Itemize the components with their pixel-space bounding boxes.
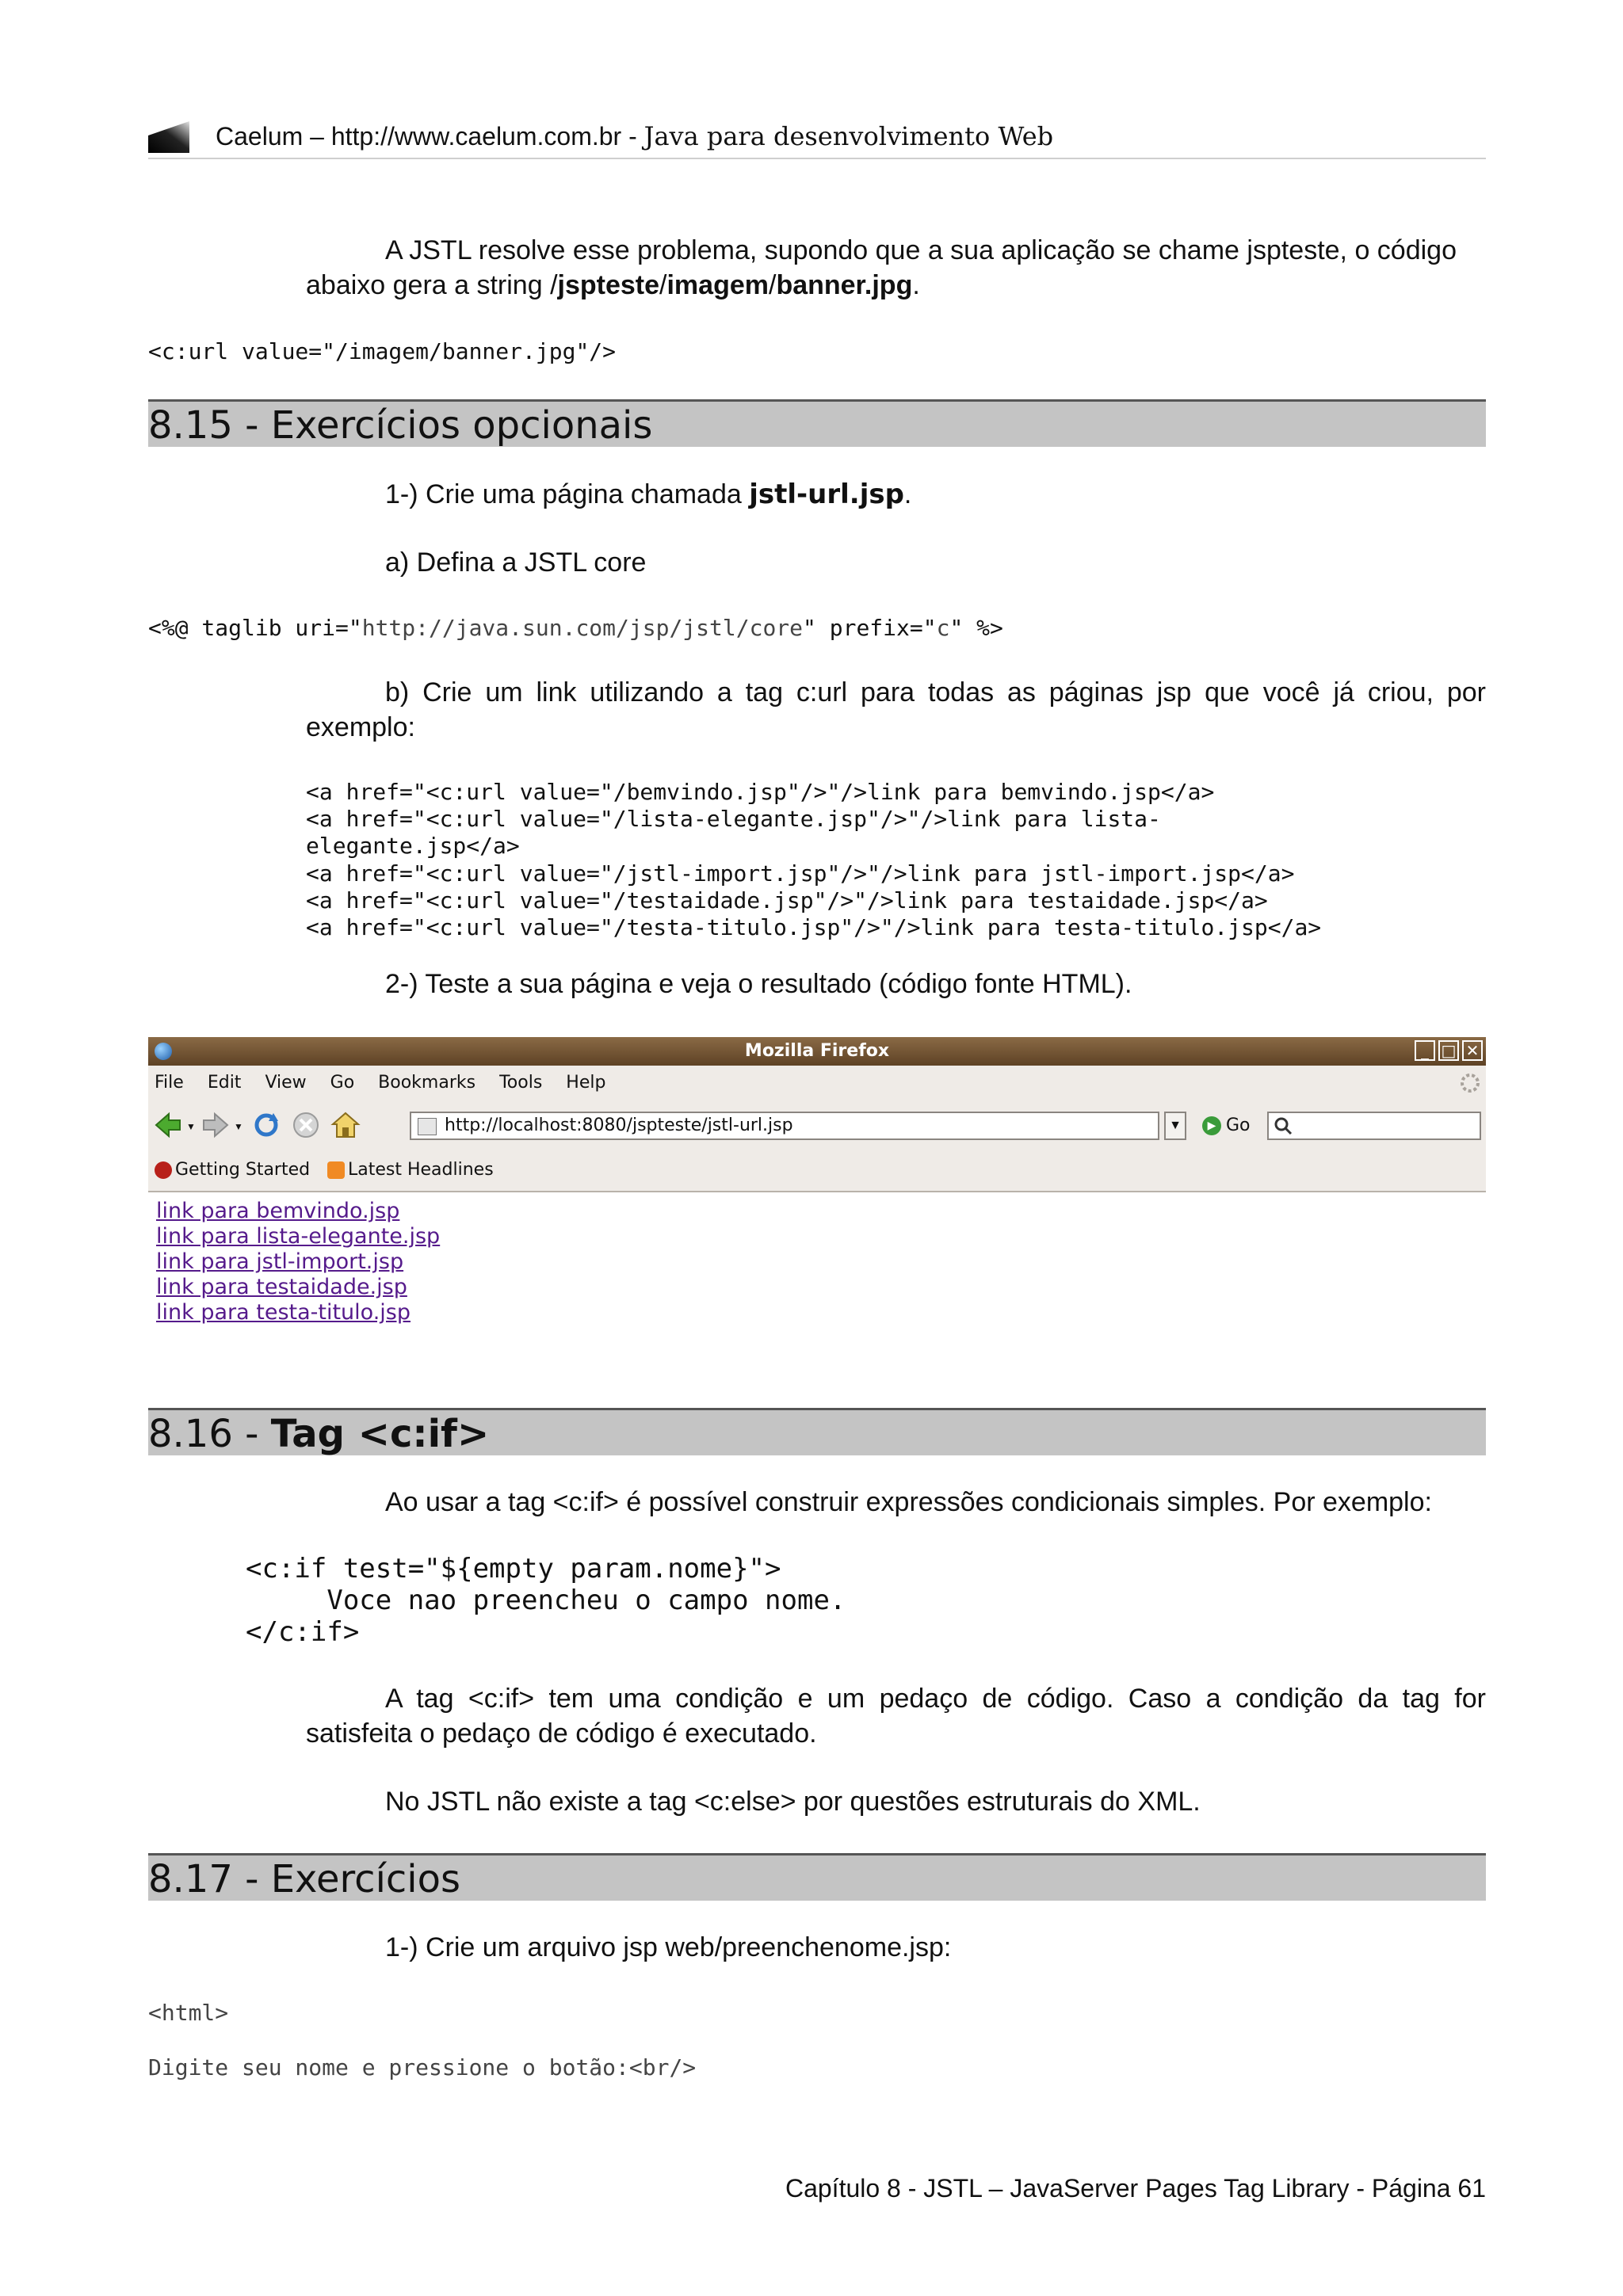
intro-line-1: A JSTL resolve esse problema, supondo que a sua aplicação se chame jspteste, o código (385, 235, 1457, 265)
intro-line-2: abaixo gera a string /jspteste/imagem/banner.jpg. (306, 270, 920, 300)
code-line: <a href="<c:url value="/testa-titulo.jsp"/>"/>link para testa-titulo.jsp</a> (306, 914, 1322, 940)
sec816-para1-line2: satisfeita o pedaço de código é executado. (306, 1718, 817, 1749)
bookmark-getting-started[interactable]: Getting Started (155, 1151, 310, 1189)
page-footer: Capítulo 8 - JSTL – JavaServer Pages Tag Library - Página 61 (785, 2174, 1486, 2203)
window-titlebar (148, 1037, 1486, 1066)
taglib-code: <%@ taglib uri="http://java.sun.com/jsp/jstl/core" prefix="c" %> (148, 615, 1003, 641)
code-line: <a href="<c:url value="/lista-elegante.jsp"/>"/>link para lista- (306, 806, 1161, 832)
intro-code: <c:url value="/imagem/banner.jpg"/> (148, 338, 617, 364)
header-serif-text: Java para desenvolvimento Web (643, 121, 1054, 151)
code-line: <a href="<c:url value="/testaidade.jsp"/>"/>link para testaidade.jsp</a> (306, 887, 1268, 913)
reload-icon[interactable] (251, 1110, 281, 1140)
menu-help[interactable]: Help (566, 1073, 606, 1093)
maximize-icon[interactable]: □ (1438, 1040, 1459, 1061)
code-line: <a href="<c:url value="/bemvindo.jsp"/>"/>link para bemvindo.jsp</a> (306, 779, 1215, 805)
search-input[interactable] (1267, 1112, 1481, 1140)
header-divider (148, 158, 1486, 159)
back-dropdown-icon[interactable]: ▼ (186, 1121, 196, 1132)
link-testaidade[interactable]: link para testaidade.jsp (156, 1275, 407, 1299)
caelum-logo-icon (148, 121, 189, 153)
link-lista-elegante[interactable]: link para lista-elegante.jsp (156, 1224, 441, 1249)
browser-chrome (148, 1066, 1486, 1192)
code-line: <a href="<c:url value="/jstl-import.jsp"/>"/>link para jstl-import.jsp</a> (306, 860, 1295, 887)
search-engine-icon[interactable] (1274, 1116, 1296, 1137)
menu-tools[interactable]: Tools (499, 1073, 543, 1093)
stop-icon[interactable] (291, 1110, 321, 1140)
html-code-line: <html> (148, 2000, 229, 2026)
menu-go[interactable]: Go (330, 1073, 355, 1093)
sec815-item-1: 1-) Crie uma página chamada jstl-url.jsp. (385, 479, 912, 510)
page-content (148, 1192, 1486, 1349)
code-line: elegante.jsp</a> (306, 833, 520, 859)
sec817-item-1: 1-) Crie um arquivo jsp web/preenchenome.jsp: (385, 1932, 952, 1962)
html-code-line: Digite seu nome e pressione o botão:<br/> (148, 2054, 697, 2081)
menu-file[interactable]: File (155, 1073, 184, 1093)
menu-bar (148, 1066, 623, 1100)
sec816-para2: No JSTL não existe a tag <c:else> por questões estruturais do XML. (385, 1787, 1201, 1817)
firefox-screenshot (148, 1037, 1486, 1349)
section-8-15-heading: 8.15 - Exercícios opcionais (148, 399, 1486, 447)
sec815-item-2: 2-) Teste a sua página e veja o resultado (código fonte HTML). (385, 969, 1132, 999)
address-dropdown-icon[interactable]: ▼ (1164, 1112, 1186, 1140)
home-icon[interactable] (330, 1110, 361, 1140)
bookmark-latest-headlines[interactable]: Latest Headlines (327, 1151, 494, 1189)
address-bar-url: http://localhost:8080/jspteste/jstl-url.jsp (445, 1116, 793, 1135)
back-icon[interactable] (153, 1110, 183, 1140)
menu-edit[interactable]: Edit (207, 1073, 242, 1093)
page-favicon-icon (418, 1118, 437, 1135)
sec816-para1-line1: A tag <c:if> tem uma condição e um pedaço de código. Caso a condição da tag for (385, 1684, 1486, 1714)
sec816-intro: Ao usar a tag <c:if> é possível construir expressões condicionais simples. Por exemplo: (385, 1487, 1432, 1517)
link-jstl-import[interactable]: link para jstl-import.jsp (156, 1249, 404, 1274)
sec815-item-b-line2: exemplo: (306, 712, 415, 742)
forward-dropdown-icon[interactable]: ▼ (234, 1121, 243, 1132)
menu-bookmarks[interactable]: Bookmarks (378, 1073, 476, 1093)
section-8-16-heading: 8.16 - Tag <c:if> (148, 1408, 1486, 1455)
forward-icon[interactable] (200, 1110, 231, 1140)
link-bemvindo[interactable]: link para bemvindo.jsp (156, 1199, 400, 1223)
navigation-toolbar (148, 1100, 1486, 1150)
link-testa-titulo[interactable]: link para testa-titulo.jsp (156, 1300, 411, 1325)
address-bar-input[interactable] (410, 1112, 1159, 1140)
window-title: Mozilla Firefox (744, 1041, 890, 1061)
rss-icon (327, 1161, 345, 1179)
firefox-globe-icon (155, 1043, 172, 1060)
minimize-icon[interactable]: _ (1415, 1040, 1435, 1061)
header-sans-text: Caelum – http://www.caelum.com.br - (216, 122, 644, 151)
close-icon[interactable]: ✕ (1462, 1040, 1483, 1061)
menu-view[interactable]: View (265, 1073, 307, 1093)
sec815-item-a: a) Defina a JSTL core (385, 547, 647, 578)
go-arrow-icon: ▶ (1202, 1116, 1221, 1135)
page-header (216, 119, 1053, 154)
if-code-line: <c:if test="${empty param.nome}"> (246, 1553, 781, 1585)
go-button[interactable]: ▶ Go (1202, 1112, 1251, 1140)
sec815-item-b-line1: b) Crie um link utilizando a tag c:url para todas as páginas jsp que você já criou, por (385, 677, 1486, 707)
if-code-line: Voce nao preencheu o campo nome. (246, 1585, 846, 1616)
if-code-line: </c:if> (246, 1616, 360, 1648)
bookmark-icon (155, 1161, 172, 1179)
section-8-17-heading: 8.17 - Exercícios (148, 1853, 1486, 1901)
throbber-icon (1459, 1072, 1481, 1094)
